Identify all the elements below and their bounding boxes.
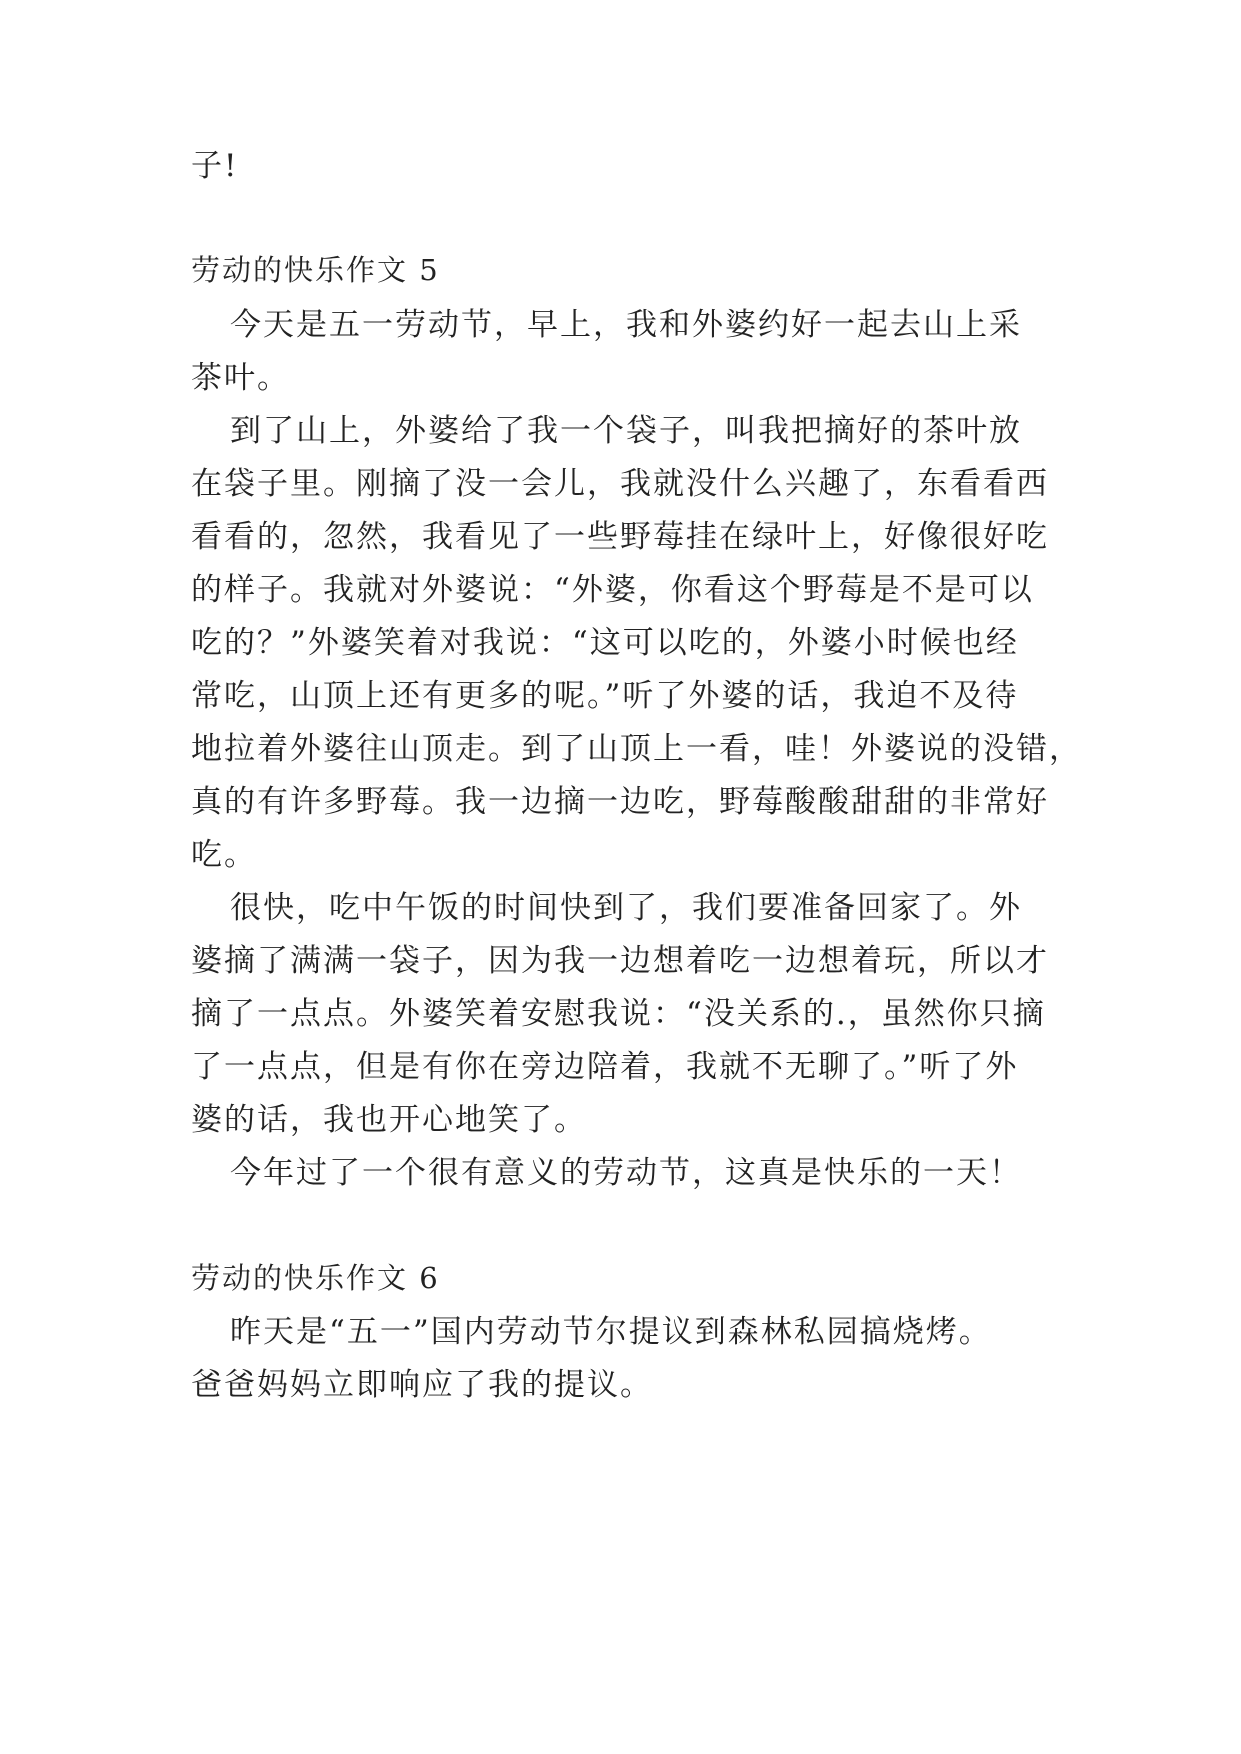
paragraph-line: 吃。 <box>191 837 257 873</box>
section-heading-6: 劳动的快乐作文 6 <box>191 1261 440 1295</box>
paragraph-line: 的样子。我就对外婆说：“外婆，你看这个野莓是不是可以 <box>191 572 1034 608</box>
paragraph-line: 地拉着外婆往山顶走。到了山顶上一看，哇！外婆说的没错， <box>191 731 1082 767</box>
paragraph-line: 常吃，山顶上还有更多的呢。”听了外婆的话，我迫不及待 <box>191 678 1019 714</box>
paragraph-line: 婆摘了满满一袋子，因为我一边想着吃一边想着玩，所以才 <box>191 943 1049 979</box>
paragraph-line: 今天是五一劳动节，早上，我和外婆约好一起去山上采 <box>230 307 1022 343</box>
paragraph-line: 摘了一点点。外婆笑着安慰我说：“没关系的.，虽然你只摘 <box>191 996 1046 1032</box>
paragraph-line: 吃的？”外婆笑着对我说：“这可以吃的，外婆小时候也经 <box>191 625 1019 661</box>
paragraph-line: 婆的话，我也开心地笑了。 <box>191 1102 587 1138</box>
paragraph-line: 茶叶。 <box>191 360 290 396</box>
paragraph-line: 了一点点，但是有你在旁边陪着，我就不无聊了。”听了外 <box>191 1049 1019 1085</box>
lead-line: 子! <box>191 148 239 184</box>
paragraph-line: 到了山上，外婆给了我一个袋子，叫我把摘好的茶叶放 <box>230 413 1022 449</box>
paragraph-line: 真的有许多野莓。我一边摘一边吃，野莓酸酸甜甜的非常好 <box>191 784 1049 820</box>
section-heading-5: 劳动的快乐作文 5 <box>191 253 440 287</box>
paragraph-line: 爸爸妈妈立即响应了我的提议。 <box>191 1367 653 1403</box>
paragraph-line: 昨天是“五一”国内劳动节尔提议到森林私园搞烧烤。 <box>230 1314 992 1350</box>
paragraph-line: 在袋子里。刚摘了没一会儿，我就没什么兴趣了，东看看西 <box>191 466 1049 502</box>
paragraph-line: 今年过了一个很有意义的劳动节，这真是快乐的一天！ <box>230 1155 1022 1191</box>
paragraph-line: 看看的，忽然，我看见了一些野莓挂在绿叶上，好像很好吃 <box>191 519 1049 555</box>
paragraph-line: 很快，吃中午饭的时间快到了，我们要准备回家了。外 <box>230 890 1022 926</box>
